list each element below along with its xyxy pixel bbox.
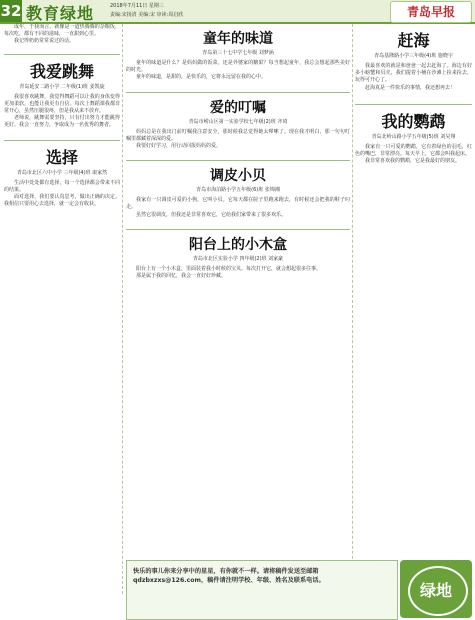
column-divider — [122, 24, 123, 594]
article-paragraph: 我很喜欢跳舞，我觉得舞蹈可以让我的身体变得更加柔软，也能让我更有自信。每次上舞蹈课我都非常开心，虽然压腿很疼，但是我从来不放弃。 — [4, 93, 120, 115]
article-title: 调皮小贝 — [210, 168, 266, 185]
article-title: 我爱跳舞 — [29, 61, 94, 81]
article-paragraph: 阳台上有一个小木盒，里面装着我小时候的宝贝。每次打开它，就会想起很多往事。 — [136, 265, 322, 272]
column-middle — [126, 24, 350, 280]
article-paragraph: 赶海真是一件快乐的事情，我还想再去！ — [365, 84, 456, 91]
article-block — [126, 28, 350, 82]
article-paragraph: 生活中处处都有选择，每一个选择都会带来不同的结果。 — [4, 179, 120, 193]
section-logo — [400, 560, 472, 618]
article-paragraph: 老师说，跳舞需要坚持，只有付出努力才能跳得更好。我会一直努力，争取成为一名优秀的舞者。 — [4, 115, 120, 129]
article-paragraph: 童年的味道，是甜的，是快乐的，它将永远留在我的心中。 — [136, 74, 267, 81]
page-header — [0, 0, 475, 24]
article-paragraph: 我要好好学习，用行动回报妈妈的爱。 — [136, 143, 222, 150]
article-byline: 青岛第三十七中学七年级 刘梦涵 — [202, 50, 274, 56]
article-title: 阳台上的小木盒 — [189, 236, 287, 253]
article-title: 选择 — [45, 147, 78, 167]
article-paragraph: 我非常喜欢我的鹦鹉，它是我最好的朋友。 — [365, 158, 461, 165]
article-byline: 青岛市海泊路小学五年级(6)班 张锦湘 — [196, 187, 280, 194]
article-byline: 青岛基隆路小学三年级(4)班 施晓宇 — [374, 53, 453, 59]
section-title: 教育绿地 — [26, 4, 95, 23]
intro-paragraph: 成年，于我而言，就像是一道热腾腾的杂粮饭，每次吃，都有不同的滋味，一直甜到心里。 — [4, 24, 120, 38]
column-right — [355, 24, 472, 165]
column-left — [4, 24, 120, 208]
article-block — [355, 104, 472, 166]
submission-text: 快乐的事儿你来分享中的星星，有你就不一样。请将稿件发送至邮箱 qdzbxzxs@126.com，稿件请注明学校、年级、姓名及联系电话。 — [133, 568, 325, 584]
article-paragraph: 面对选择，我们要认真思考，做出正确的决定。我相信只要用心去选择，就一定会有收获。 — [4, 194, 120, 208]
article-byline: 青岛市北区六中小学 三年级(4)班 康家然 — [16, 169, 108, 176]
article-block — [4, 140, 120, 209]
intro-paragraph: 我记得奶奶常常说过的话。 — [14, 38, 75, 45]
article-block — [126, 160, 350, 219]
submission-notice — [126, 560, 398, 620]
article-byline: 青岛北岭山路小学五年级(5)班 刘昊翔 — [371, 133, 456, 140]
article-title: 赶海 — [397, 31, 430, 50]
article-title: 爱的叮嘱 — [210, 99, 266, 116]
article-title: 我的鹦鹉 — [381, 111, 446, 131]
article-block — [355, 28, 472, 92]
article-block — [4, 54, 120, 130]
article-paragraph: 我家有一只可爱的鹦鹉，它有着绿色的羽毛，红色的嘴巴，非常漂亮。每天早上，它都会叫我起床。 — [355, 143, 472, 158]
article-paragraph: 妈妈总是在我出门前叮嘱我注意安全，那时候我总觉得她太啰嗦了。现在我才明白，那一句句叮嘱里都藏着深深的爱。 — [126, 128, 350, 142]
article-byline: 青岛市北区实验小学 四年级(2)班 刘家豪 — [192, 255, 284, 262]
editors-line: 责编:宋扬清 美编:宋 审读:周启欣 — [110, 12, 184, 18]
article-block — [126, 229, 350, 280]
masthead-logo: 青岛早报 — [390, 1, 472, 23]
article-paragraph: 那是属于我的回忆，我会一直好好珍藏。 — [136, 273, 227, 280]
page-number: 32 — [0, 2, 22, 20]
article-title: 童年的味道 — [203, 31, 273, 47]
article-block — [126, 92, 350, 151]
article-paragraph: 虽然它很调皮，但我还是非常喜欢它，它给我们家带来了很多欢乐。 — [136, 211, 287, 218]
article-byline: 青岛市崂山区第一实验学校七年级(2)班 齐琦 — [188, 118, 288, 125]
article-byline: 青岛延安二路小学 二年级(1)班 姜凯旋 — [19, 83, 105, 90]
article-paragraph: 童年的味道是什么？是妈妈做的饭菜，还是外婆家的糖果？每当想起童年，我总会想起那些美好的时光。 — [126, 60, 350, 74]
logo-text: 绿地 — [419, 581, 452, 600]
column-divider — [352, 24, 353, 594]
article-paragraph: 我最喜欢的就是和爸爸一起去赶海了。海边有好多小螃蟹和贝壳，我们提着小桶在沙滩上捡来捡去，玩得可开心了。 — [355, 63, 472, 84]
article-paragraph: 我家有一只调皮可爱的小狗，它叫小贝。它每天都在院子里跑来跑去，有时候还会把我的鞋子叼走。 — [126, 197, 350, 211]
date-line: 2018年7月11日 星期三 — [110, 3, 164, 9]
